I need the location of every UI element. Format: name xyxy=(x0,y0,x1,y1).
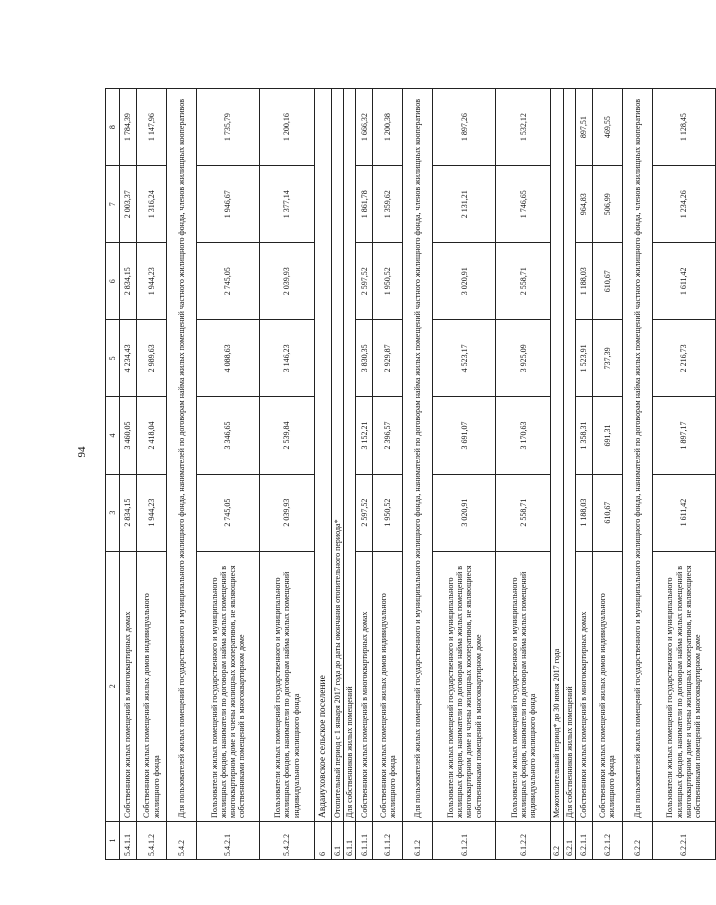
table-row xyxy=(373,89,403,860)
table-row xyxy=(260,89,315,860)
value-cell: 1 147,96 xyxy=(137,89,167,166)
value-cell: 4 523,17 xyxy=(433,320,496,397)
section-row xyxy=(332,89,344,860)
value-cell: 1 611,42 xyxy=(652,243,715,320)
value-cell: 1 358,31 xyxy=(575,397,592,474)
section-title: Для пользователей жилых помещений государственного и муниципального жилищного фонда, нанимателей по договорам найма жилых помещений частного жилищного фонда, членов жилищных кооперативов xyxy=(622,89,652,822)
value-cell: 1 666,32 xyxy=(356,89,373,166)
row-name: Пользователи жилых помещений государственного и муниципального жилищных фондов, наниматели по договорам найма жилых помещений индивидуального жилищного фонда xyxy=(260,551,315,821)
column-header: 4 xyxy=(106,397,120,474)
value-cell: 610,67 xyxy=(592,243,622,320)
value-cell: 610,67 xyxy=(592,474,622,551)
value-cell: 2 418,04 xyxy=(137,397,167,474)
table-row xyxy=(197,89,260,860)
row-code: 6.1.2.1 xyxy=(433,821,496,859)
table-row xyxy=(652,89,715,860)
value-cell: 2 745,05 xyxy=(197,243,260,320)
rotated-table-container xyxy=(105,88,702,860)
value-cell: 737,39 xyxy=(592,320,622,397)
table-body xyxy=(120,89,716,860)
value-cell: 1 897,26 xyxy=(433,89,496,166)
row-name: Пользователи жилых помещений государственного и муниципального жилищных фондов, наниматели по договорам найма жилых помещений в многоквартирном доме и члены жилищных кооперативов, не являющиеся собственниками помещений в многоквартирном доме xyxy=(433,551,496,821)
value-cell: 1 897,17 xyxy=(652,397,715,474)
column-header: 8 xyxy=(106,89,120,166)
row-code: 5.4.2 xyxy=(167,821,197,859)
row-code: 6.2.1 xyxy=(563,821,575,859)
column-header: 3 xyxy=(106,474,120,551)
value-cell: 1 188,03 xyxy=(575,474,592,551)
section-row xyxy=(551,89,563,860)
section-title: Отопительный период с 1 января 2017 года до даты окончания отопительного периода* xyxy=(332,89,344,822)
value-cell: 3 460,05 xyxy=(120,397,137,474)
value-cell: 3 691,07 xyxy=(433,397,496,474)
row-code: 6.1.1.2 xyxy=(373,821,403,859)
value-cell: 2 558,71 xyxy=(496,243,551,320)
value-cell: 1 188,03 xyxy=(575,243,592,320)
value-cell: 2 396,57 xyxy=(373,397,403,474)
value-cell: 2 929,87 xyxy=(373,320,403,397)
row-name: Пользователи жилых помещений государственного и муниципального жилищных фондов, наниматели по договорам найма жилых помещений индивидуального жилищного фонда xyxy=(496,551,551,821)
section-row xyxy=(403,89,433,860)
column-number-row xyxy=(106,89,120,860)
value-cell: 691,31 xyxy=(592,397,622,474)
row-code: 5.4.1.2 xyxy=(137,821,167,859)
value-cell: 1 200,16 xyxy=(260,89,315,166)
row-name: Собственники жилых помещений жилых домов индивидуального жилищного фонда xyxy=(592,551,622,821)
table-row xyxy=(356,89,373,860)
value-cell: 3 146,23 xyxy=(260,320,315,397)
value-cell: 1 532,12 xyxy=(496,89,551,166)
value-cell: 469,55 xyxy=(592,89,622,166)
value-cell: 1 950,52 xyxy=(373,243,403,320)
row-name: Собственники жилых помещений жилых домов индивидуального жилищного фонда xyxy=(137,551,167,821)
row-code: 6.2.1.2 xyxy=(592,821,622,859)
value-cell: 1 946,67 xyxy=(197,166,260,243)
column-header: 5 xyxy=(106,320,120,397)
row-code: 6 xyxy=(315,821,332,859)
table-frame xyxy=(105,88,702,860)
value-cell: 1 611,42 xyxy=(652,474,715,551)
value-cell: 1 944,23 xyxy=(137,243,167,320)
table-row xyxy=(433,89,496,860)
row-code: 6.2.2.1 xyxy=(652,821,715,859)
value-cell: 2 131,21 xyxy=(433,166,496,243)
value-cell: 3 020,91 xyxy=(433,243,496,320)
value-cell: 3 925,09 xyxy=(496,320,551,397)
settlement-heading-row xyxy=(315,89,332,860)
value-cell: 2 834,15 xyxy=(120,243,137,320)
row-name: Собственники жилых помещений жилых домов индивидуального жилищного фонда xyxy=(373,551,403,821)
value-cell: 1 784,39 xyxy=(120,89,137,166)
section-row xyxy=(344,89,356,860)
value-cell: 506,99 xyxy=(592,166,622,243)
value-cell: 2 216,73 xyxy=(652,320,715,397)
value-cell: 1 746,65 xyxy=(496,166,551,243)
row-code: 5.4.2.1 xyxy=(197,821,260,859)
value-cell: 3 020,91 xyxy=(433,474,496,551)
value-cell: 2 597,52 xyxy=(356,474,373,551)
value-cell: 1 950,52 xyxy=(373,474,403,551)
value-cell: 1 735,79 xyxy=(197,89,260,166)
table-row xyxy=(137,89,167,860)
section-title: Для пользователей жилых помещений государственного и муниципального жилищного фонда, нанимателей по договорам найма жилых помещений частного жилищного фонда, членов жилищных кооперативов xyxy=(403,89,433,822)
section-title: Для пользователей жилых помещений государственного и муниципального жилищного фонда, нанимателей по договорам найма жилых помещений частного жилищного фонда, членов жилищных кооперативов xyxy=(167,89,197,822)
row-code: 6.1.1 xyxy=(344,821,356,859)
row-name: Собственники жилых помещений в многоквартирных домах xyxy=(120,551,137,821)
column-header: 2 xyxy=(106,551,120,821)
value-cell: 1 234,26 xyxy=(652,166,715,243)
value-cell: 2 834,15 xyxy=(120,474,137,551)
value-cell: 1 377,14 xyxy=(260,166,315,243)
row-code: 5.4.2.2 xyxy=(260,821,315,859)
value-cell: 2 745,05 xyxy=(197,474,260,551)
table-row xyxy=(496,89,551,860)
row-name: Пользователи жилых помещений государственного и муниципального жилищных фондов, наниматели по договорам найма жилых помещений в многоквартирном доме и члены жилищных кооперативов, не являющиеся собственниками помещений в многоквартирном доме xyxy=(652,551,715,821)
row-name: Пользователи жилых помещений государственного и муниципального жилищных фондов, наниматели по договорам найма жилых помещений в многоквартирном доме и члены жилищных кооперативов, не являющиеся собственниками помещений в многоквартирном доме xyxy=(197,551,260,821)
table-row xyxy=(575,89,592,860)
column-header: 1 xyxy=(106,821,120,859)
value-cell: 1 861,78 xyxy=(356,166,373,243)
value-cell: 4 234,43 xyxy=(120,320,137,397)
value-cell: 2 989,63 xyxy=(137,320,167,397)
value-cell: 4 088,63 xyxy=(197,320,260,397)
row-code: 6.2.1.1 xyxy=(575,821,592,859)
value-cell: 1 944,23 xyxy=(137,474,167,551)
value-cell: 2 558,71 xyxy=(496,474,551,551)
value-cell: 2 539,84 xyxy=(260,397,315,474)
row-code: 6.1.1.1 xyxy=(356,821,373,859)
row-code: 6.1.2 xyxy=(403,821,433,859)
value-cell: 3 152,21 xyxy=(356,397,373,474)
value-cell: 3 346,65 xyxy=(197,397,260,474)
value-cell: 3 170,63 xyxy=(496,397,551,474)
tariff-table xyxy=(105,88,716,860)
value-cell: 897,51 xyxy=(575,89,592,166)
value-cell: 2 039,93 xyxy=(260,474,315,551)
table-row xyxy=(592,89,622,860)
column-header: 7 xyxy=(106,166,120,243)
value-cell: 2 003,37 xyxy=(120,166,137,243)
row-name: Собственники жилых помещений в многоквартирных домах xyxy=(575,551,592,821)
value-cell: 1 523,91 xyxy=(575,320,592,397)
value-cell: 1 128,45 xyxy=(652,89,715,166)
value-cell: 3 830,35 xyxy=(356,320,373,397)
value-cell: 2 039,93 xyxy=(260,243,315,320)
value-cell: 1 316,24 xyxy=(137,166,167,243)
section-row xyxy=(167,89,197,860)
value-cell: 1 200,38 xyxy=(373,89,403,166)
section-title: Для собственников жилых помещений xyxy=(563,89,575,822)
page-number: 94 xyxy=(76,446,88,458)
row-code: 6.2 xyxy=(551,821,563,859)
table-row xyxy=(120,89,137,860)
column-header: 6 xyxy=(106,243,120,320)
section-row xyxy=(622,89,652,860)
section-title: Межотопительный период* до 30 июня 2017 года xyxy=(551,89,563,822)
value-cell: 2 597,52 xyxy=(356,243,373,320)
row-name: Собственники жилых помещений в многоквартирных домах xyxy=(356,551,373,821)
section-title: Для собственников жилых помещений xyxy=(344,89,356,822)
section-row xyxy=(563,89,575,860)
value-cell: 964,83 xyxy=(575,166,592,243)
value-cell: 1 359,62 xyxy=(373,166,403,243)
row-code: 6.1.2.2 xyxy=(496,821,551,859)
row-code: 5.4.1.1 xyxy=(120,821,137,859)
row-code: 6.2.2 xyxy=(622,821,652,859)
settlement-name: Авдаиуховское сельское поселение xyxy=(315,89,332,822)
row-code: 6.1 xyxy=(332,821,344,859)
